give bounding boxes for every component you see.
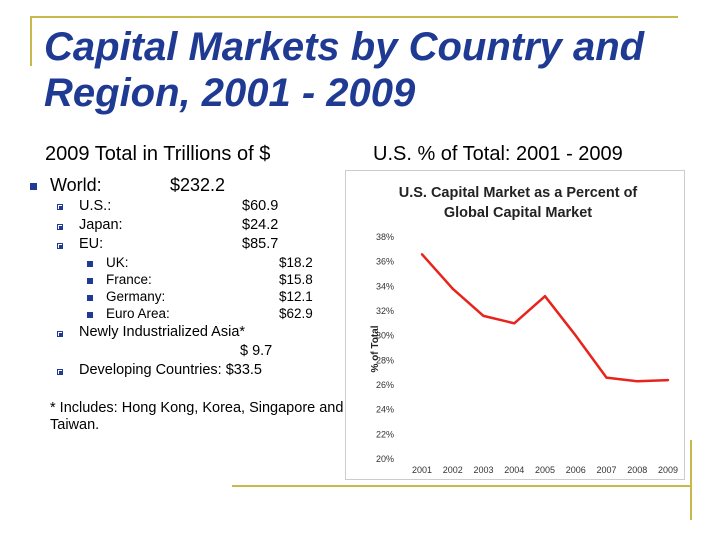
world-value: $232.2	[170, 175, 226, 195]
germany-value: $12.1	[279, 289, 313, 304]
us-value: $60.9	[242, 198, 279, 214]
bullet-square-icon	[87, 261, 93, 267]
eu-value: $85.7	[242, 236, 279, 252]
line-chart	[346, 171, 684, 479]
chart-title-line-1: U.S. Capital Market as a Percent of	[398, 185, 638, 201]
x-tick-label: 2001	[411, 465, 433, 475]
y-tick-label: 24%	[376, 404, 395, 415]
y-tick-label: 32%	[376, 306, 395, 316]
world-label: World:	[50, 175, 102, 195]
data-point	[421, 253, 423, 255]
bullet-box-icon	[57, 243, 63, 249]
x-tick-label: 2004	[504, 465, 525, 475]
bullet-box-icon	[57, 224, 63, 230]
decorative-line-left	[30, 16, 32, 66]
data-point	[452, 288, 454, 290]
decorative-line-right	[690, 440, 692, 520]
france-label: France:	[106, 272, 152, 287]
data-point	[544, 295, 546, 297]
data-point	[575, 334, 577, 336]
japan-value: $24.2	[242, 217, 279, 233]
left-heading: 2009 Total in Trillions of $	[45, 143, 271, 165]
bullet-box-icon	[57, 369, 63, 375]
right-heading: U.S. % of Total: 2001 - 2009	[373, 143, 623, 165]
nia-value: $ 9.7	[240, 343, 273, 359]
bullet-square-icon	[87, 312, 93, 318]
chart-panel	[345, 170, 685, 480]
x-tick-label: 2006	[565, 465, 586, 475]
y-tick-label: 36%	[376, 256, 395, 267]
y-tick-label: 38%	[376, 232, 395, 242]
us-label: U.S.:	[79, 198, 112, 214]
data-point	[667, 379, 669, 381]
y-tick-label: 28%	[376, 355, 395, 366]
x-tick-label: 2007	[596, 465, 617, 475]
y-tick-label: 26%	[376, 380, 395, 390]
x-tick-label: 2008	[627, 465, 648, 475]
japan-label: Japan:	[79, 217, 123, 233]
x-tick-label: 2009	[657, 465, 679, 475]
data-point	[482, 315, 484, 317]
slide-title: Capital Markets by Country and Region, 2001 - 2009	[44, 25, 645, 115]
germany-label: Germany:	[106, 289, 166, 304]
x-tick-label: 2005	[534, 465, 556, 475]
bullet-box-icon	[57, 331, 63, 337]
uk-value: $18.2	[279, 255, 313, 270]
x-tick-label: 2002	[442, 465, 463, 475]
series-line	[422, 254, 668, 381]
euro-area-label: Euro Area:	[106, 306, 170, 321]
bullet-square-icon	[87, 278, 93, 284]
y-tick-label: 20%	[376, 454, 395, 464]
chart-title-line-2: Global Capital Market	[443, 205, 593, 221]
y-axis-label: % of Total	[370, 325, 381, 373]
y-tick-label: 22%	[376, 429, 395, 440]
x-tick-label: 2003	[473, 465, 494, 475]
data-point	[513, 322, 515, 324]
data-point	[605, 376, 607, 378]
uk-label: UK:	[106, 255, 129, 270]
bullet-box-icon	[57, 204, 63, 210]
bullet-square-icon	[87, 295, 93, 301]
decorative-line-top	[30, 16, 678, 18]
y-tick-label: 34%	[376, 281, 395, 292]
euro-area-value: $62.9	[279, 306, 313, 321]
data-point	[636, 380, 638, 382]
developing-label: Developing Countries: $33.5	[79, 362, 262, 378]
eu-label: EU:	[79, 236, 104, 252]
bullet-square-icon	[30, 183, 37, 190]
nia-label: Newly Industrialized Asia*	[79, 324, 246, 340]
decorative-line-bottom	[232, 485, 692, 487]
y-tick-label: 30%	[376, 330, 395, 341]
footnote: * Includes: Hong Kong, Korea, Singapore and Taiwan.	[50, 400, 344, 433]
france-value: $15.8	[279, 272, 313, 287]
